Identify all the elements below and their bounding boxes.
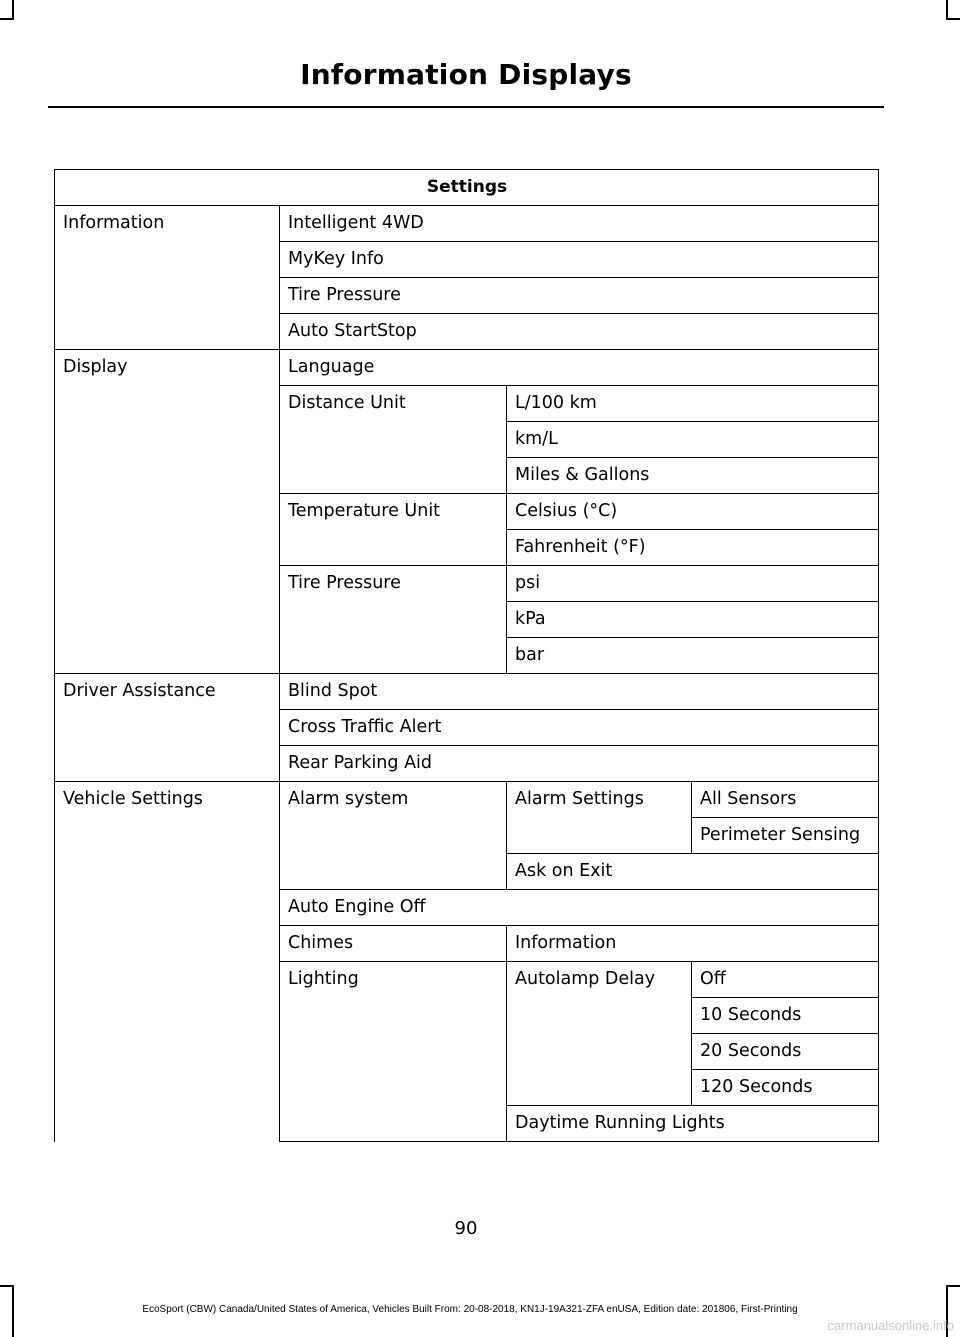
crop-mark bbox=[12, 1287, 14, 1337]
crop-mark bbox=[12, 0, 14, 18]
category-driver-assistance: Driver Assistance bbox=[55, 674, 280, 782]
setting-option: 20 Seconds bbox=[692, 1034, 879, 1070]
crop-mark bbox=[0, 18, 14, 20]
setting-item: Tire Pressure bbox=[280, 566, 507, 674]
setting-item: Tire Pressure bbox=[280, 278, 879, 314]
page-title: Information Displays bbox=[300, 58, 632, 91]
category-vehicle-settings: Vehicle Settings bbox=[55, 782, 280, 1142]
table-header: Settings bbox=[55, 170, 879, 206]
category-display: Display bbox=[55, 350, 280, 674]
setting-item: Lighting bbox=[280, 962, 507, 1142]
setting-item: Alarm system bbox=[280, 782, 507, 890]
setting-option: 10 Seconds bbox=[692, 998, 879, 1034]
category-information: Information bbox=[55, 206, 280, 350]
page-number: 90 bbox=[454, 1218, 478, 1239]
setting-subitem: Ask on Exit bbox=[507, 854, 879, 890]
setting-option: km/L bbox=[507, 422, 879, 458]
setting-item: Rear Parking Aid bbox=[280, 746, 879, 782]
setting-subitem: Alarm Settings bbox=[507, 782, 692, 854]
setting-option: Off bbox=[692, 962, 879, 998]
setting-item: Auto StartStop bbox=[280, 314, 879, 350]
title-divider bbox=[48, 106, 884, 108]
settings-table bbox=[54, 169, 879, 1142]
table-row bbox=[55, 674, 879, 710]
table-row bbox=[55, 350, 879, 386]
footer-text: EcoSport (CBW) Canada/United States of America, Vehicles Built From: 20-08-2018, KN1J-19A321-ZFA enUSA, Edition date: 201806, First-Printing bbox=[142, 1304, 798, 1315]
setting-subitem: Daytime Running Lights bbox=[507, 1106, 879, 1142]
crop-mark bbox=[0, 1285, 14, 1287]
table-header-row bbox=[55, 170, 879, 206]
setting-item: Distance Unit bbox=[280, 386, 507, 494]
crop-mark bbox=[946, 0, 948, 18]
setting-subitem: Autolamp Delay bbox=[507, 962, 692, 1106]
table-row bbox=[55, 206, 879, 242]
crop-mark bbox=[946, 1285, 960, 1287]
setting-option: Miles & Gallons bbox=[507, 458, 879, 494]
setting-option: Celsius (°C) bbox=[507, 494, 879, 530]
setting-option: Fahrenheit (°F) bbox=[507, 530, 879, 566]
setting-option: All Sensors bbox=[692, 782, 879, 818]
setting-option: Information bbox=[507, 926, 879, 962]
crop-mark bbox=[946, 18, 960, 20]
setting-option: 120 Seconds bbox=[692, 1070, 879, 1106]
setting-option: Perimeter Sensing bbox=[692, 818, 879, 854]
setting-item: MyKey Info bbox=[280, 242, 879, 278]
setting-item: Blind Spot bbox=[280, 674, 879, 710]
setting-item: Cross Traffic Alert bbox=[280, 710, 879, 746]
setting-item: Language bbox=[280, 350, 879, 386]
setting-item: Chimes bbox=[280, 926, 507, 962]
setting-item: Auto Engine Off bbox=[280, 890, 879, 926]
setting-option: bar bbox=[507, 638, 879, 674]
setting-option: psi bbox=[507, 566, 879, 602]
setting-option: kPa bbox=[507, 602, 879, 638]
watermark: carmanualsonline.info bbox=[827, 1318, 954, 1333]
setting-item: Temperature Unit bbox=[280, 494, 507, 566]
setting-item: Intelligent 4WD bbox=[280, 206, 879, 242]
table-row bbox=[55, 782, 879, 818]
setting-option: L/100 km bbox=[507, 386, 879, 422]
